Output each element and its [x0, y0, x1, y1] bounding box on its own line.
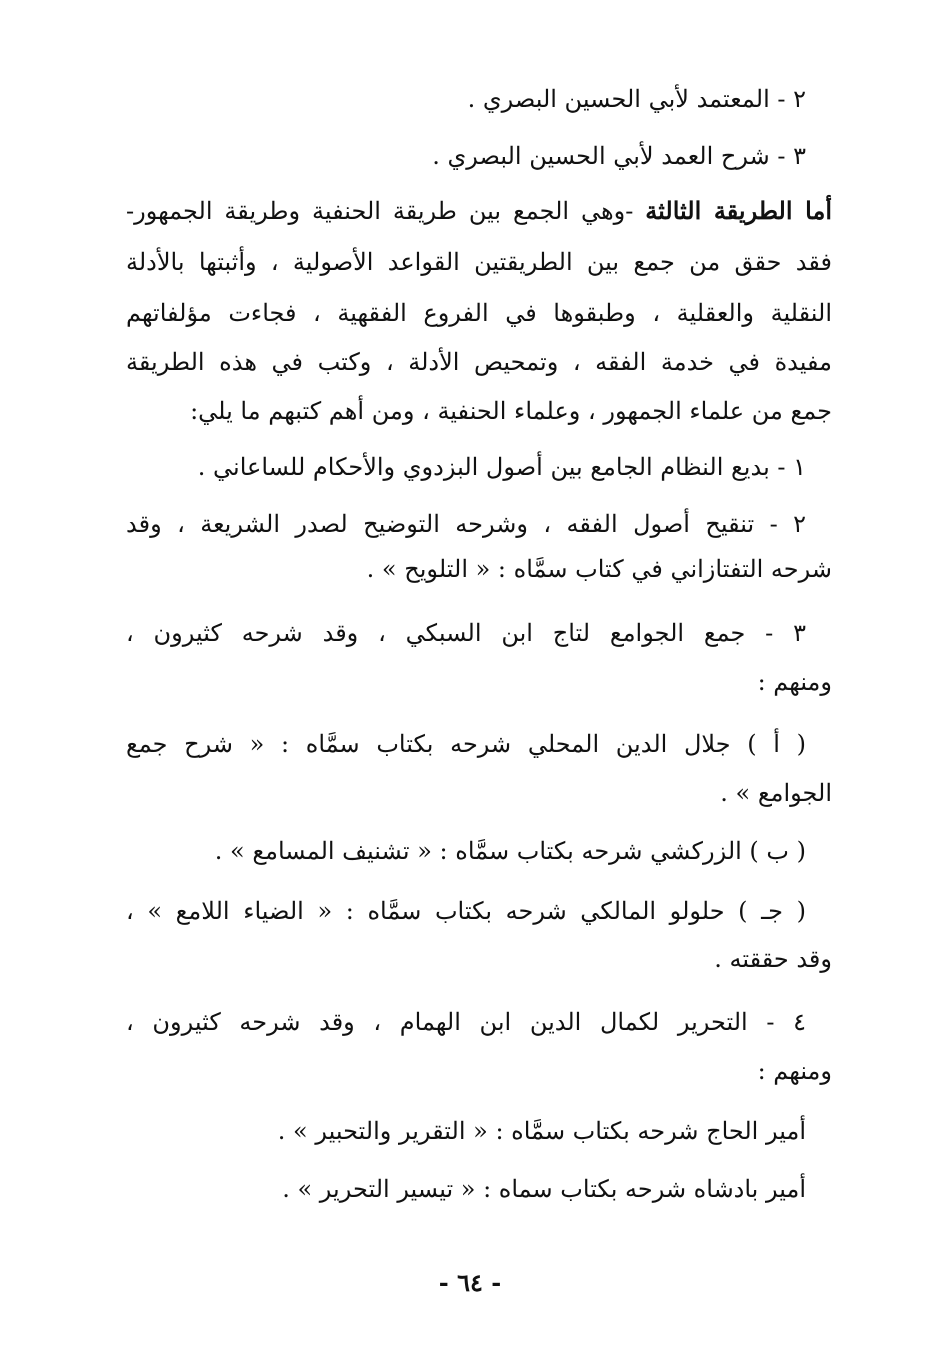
paragraph-line: جمع من علماء الجمهور ، وعلماء الحنفية ، ومن أهم كتبهم ما يلي: — [190, 397, 832, 425]
paragraph-line: النقلية والعقلية ، وطبقوها في الفروع الفقهية ، فجاءت مؤلفاتهم — [126, 299, 832, 327]
list-item-mutamad: ٢ - المعتمد لأبي الحسين البصري . — [467, 85, 806, 113]
sub-item-b: ( ب ) الزركشي شرحه بكتاب سمَّاه : « تشنيف المسامع » . — [214, 837, 806, 865]
paragraph-line: مفيدة في خدمة الفقه ، وتمحيص الأدلة ، وكتب في هذه الطريقة — [126, 348, 832, 376]
paragraph-third-method-line-1 — [126, 194, 832, 228]
section-heading: أما الطريقة الثالثة — [645, 196, 832, 225]
list-item-tahrir-cont: ومنهم : — [757, 1057, 832, 1085]
sub-item-c-cont: وقد حققته . — [714, 945, 832, 973]
list-item-badi-al-nizam: ١ - بديع النظام الجامع بين أصول البزدوي والأحكام للساعاني . — [197, 453, 806, 481]
list-item-jam-al-jawami-cont: ومنهم : — [757, 668, 832, 696]
list-item-tahrir: ٤ - التحرير لكمال الدين ابن الهمام ، وقد شرحه كثيرون ، — [126, 1008, 806, 1036]
sub-item-a-cont: الجوامع » . — [720, 779, 832, 807]
sub-item-a: ( أ ) جلال الدين المحلي شرحه بكتاب سمَّاه : « شرح جمع — [126, 730, 806, 758]
sub-item-amir-al-hajj: أمير الحاج شرحه بكتاب سمَّاه : « التقرير والتحبير » . — [277, 1117, 806, 1145]
list-item-tanqih-cont: شرحه التفتازاني في كتاب سمَّاه : « التلويح » . — [366, 555, 832, 583]
list-item-jam-al-jawami: ٣ - جمع الجوامع لتاج ابن السبكي ، وقد شرحه كثيرون ، — [126, 619, 806, 647]
list-item-tanqih: ٢ - تنقيح أصول الفقه ، وشرحه التوضيح لصدر الشريعة ، وقد — [126, 510, 806, 538]
paragraph-line: فقد حقق من جمع بين الطريقتين القواعد الأصولية ، وأثبتها بالأدلة — [126, 248, 832, 276]
page-number: - ٦٤ - — [438, 1268, 502, 1297]
sub-item-c: ( جـ ) حلولو المالكي شرحه بكتاب سمَّاه : « الضياء اللامع » ، — [126, 897, 806, 925]
sub-item-amir-badshah: أمير بادشاه شرحه بكتاب سماه : « تيسير التحرير » . — [282, 1175, 806, 1203]
paragraph-text: -وهي الجمع بين طريقة الحنفية وطريقة الجمهور- — [126, 197, 634, 225]
list-item-sharh-al-amd: ٣ - شرح العمد لأبي الحسين البصري . — [432, 142, 806, 170]
